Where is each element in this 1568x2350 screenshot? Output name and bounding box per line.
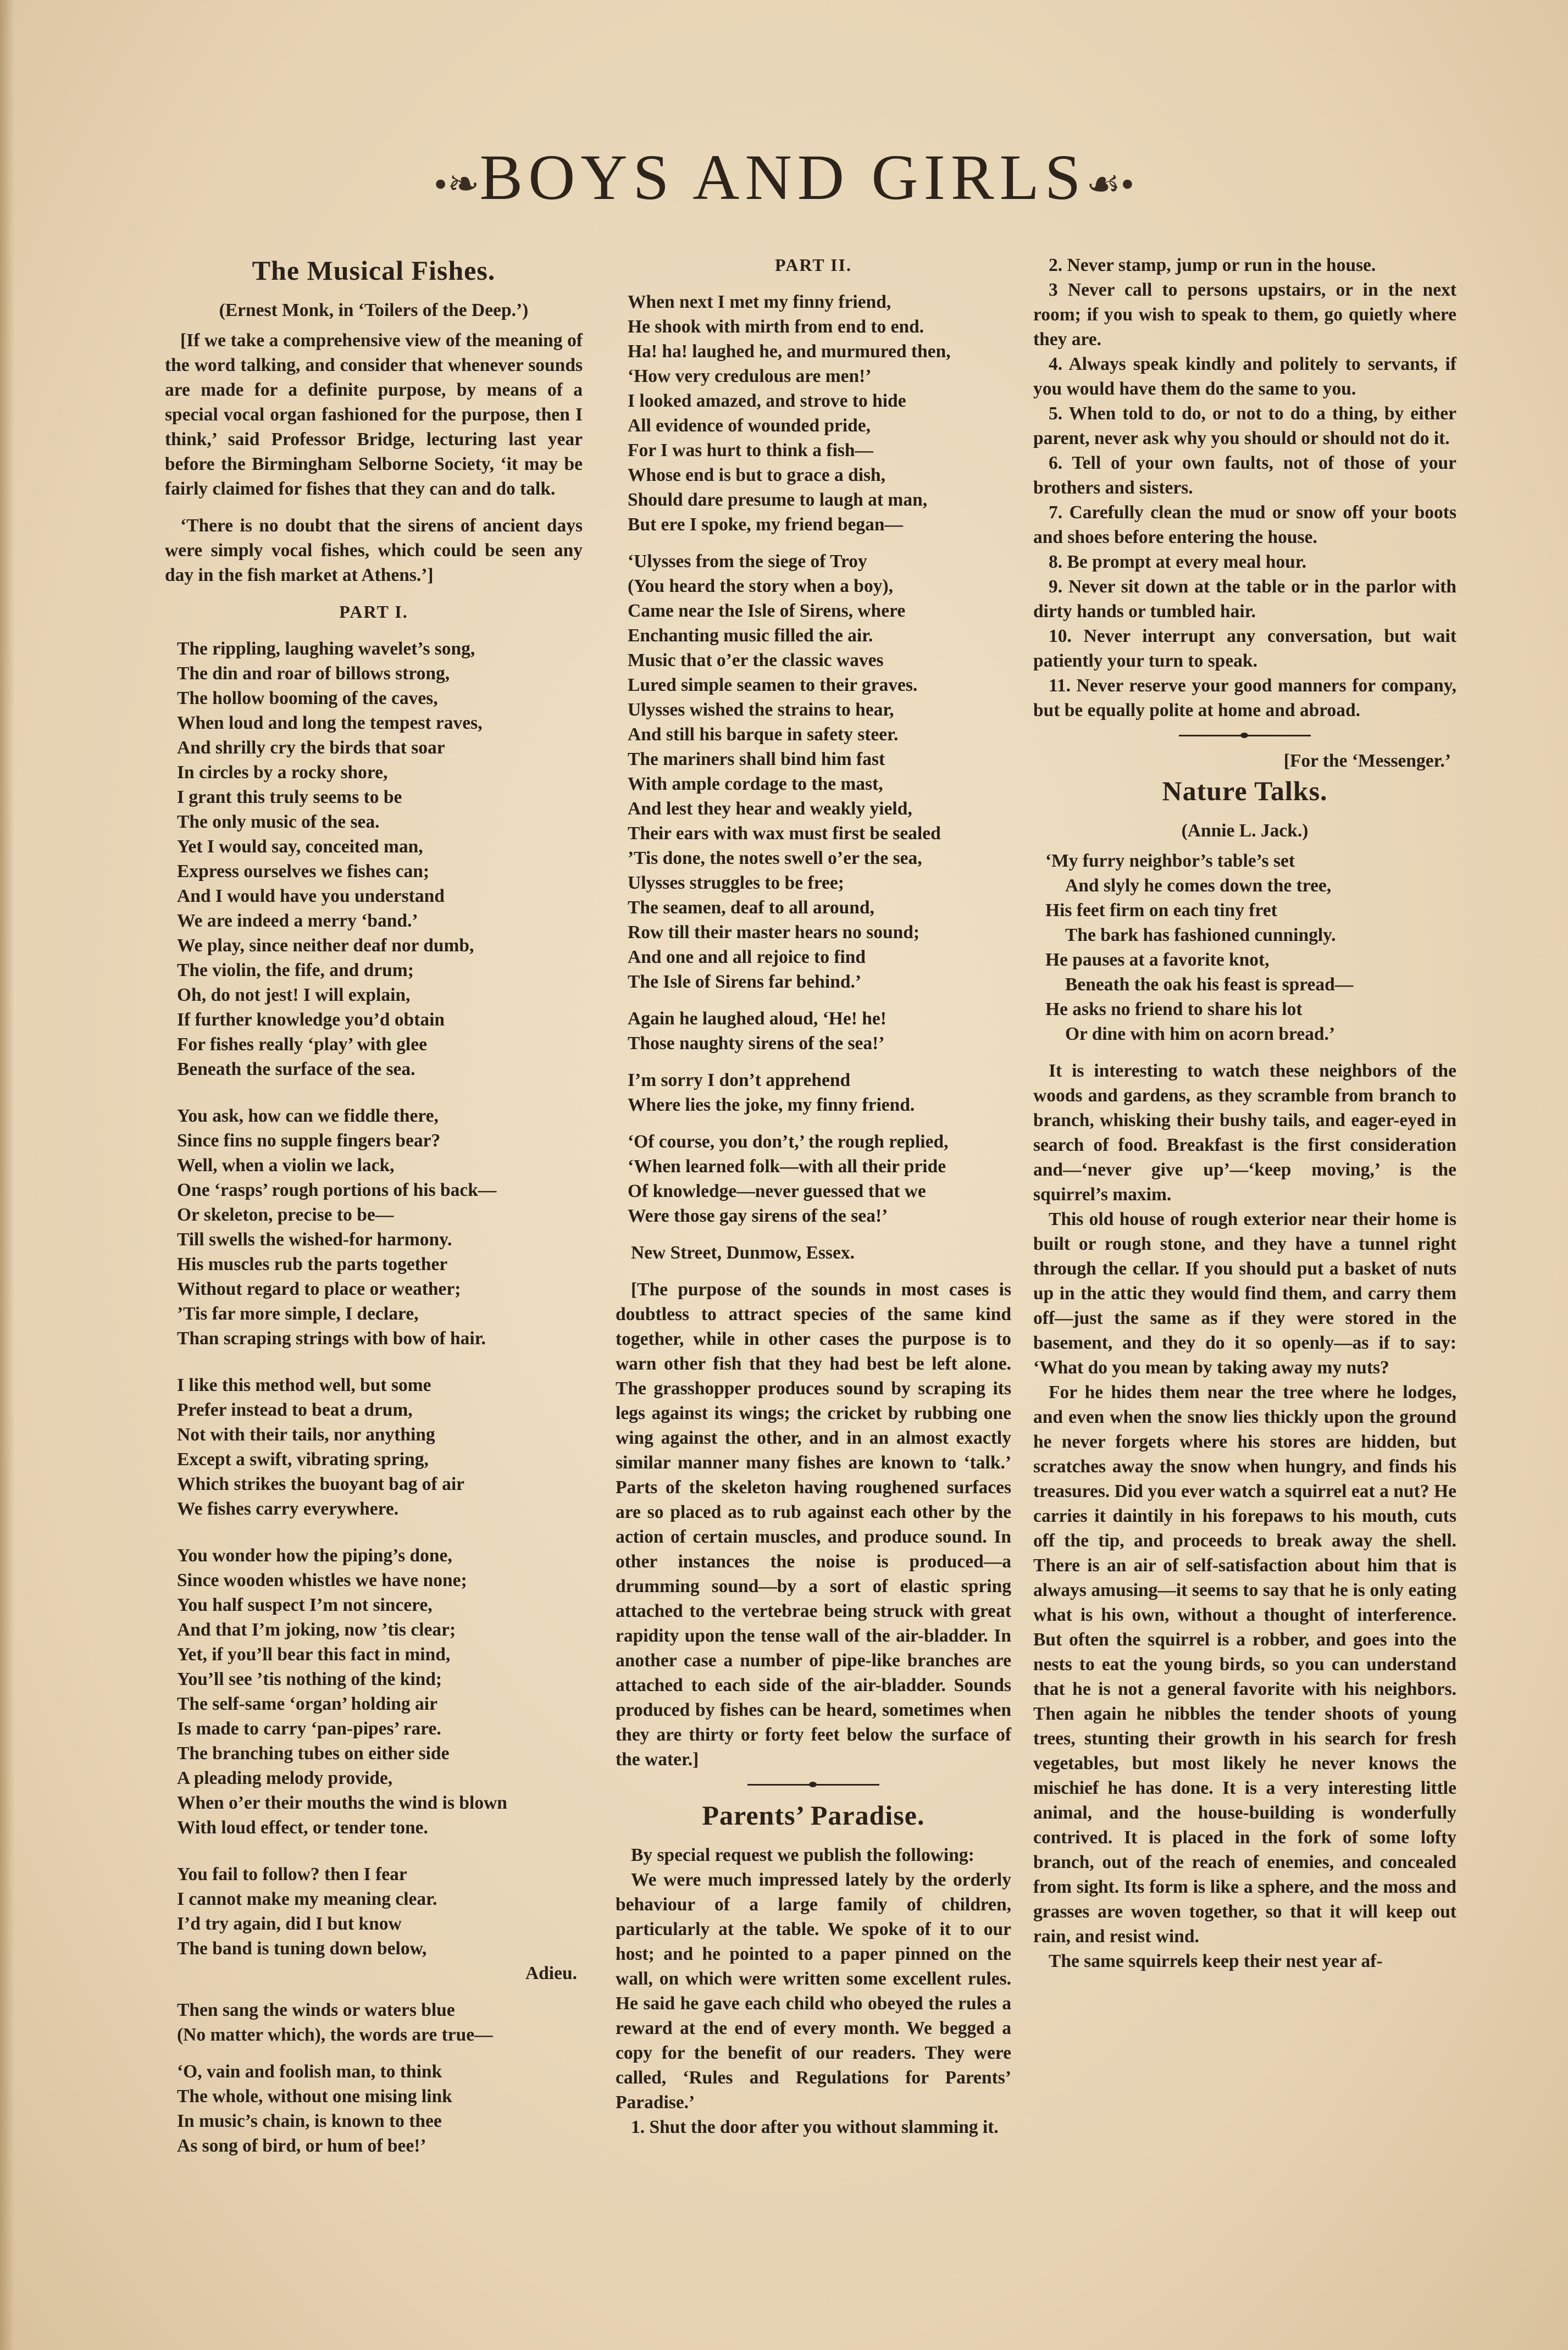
poem-line: The hollow booming of the caves, xyxy=(177,688,438,708)
poem-stanza xyxy=(628,1006,1011,1056)
poem-stanza xyxy=(628,290,1011,537)
poem-line: He pauses at a favorite knot, xyxy=(1045,950,1270,970)
poem-line: Than scraping strings with bow of hair. xyxy=(177,1328,486,1349)
section-divider xyxy=(747,1784,879,1786)
poem-line: Where lies the joke, my finny friend. xyxy=(628,1095,915,1115)
nature-paragraph: The same squirrels keep their nest year af- xyxy=(1049,1951,1383,1971)
poem-address: New Street, Dunmow, Essex. xyxy=(631,1243,855,1263)
rule-item: 4. Always speak kindly and politely to servants, if you would have them do the same to you. xyxy=(1033,354,1456,399)
rule-item: 1. Shut the door after you without slamming it. xyxy=(631,2117,999,2137)
poem-line: Oh, do not jest! I will explain, xyxy=(177,985,411,1005)
poem-stanza xyxy=(628,1068,1011,1117)
poem-stanza xyxy=(177,1373,583,1521)
rule-item: 8. Be prompt at every meal hour. xyxy=(1049,552,1306,572)
poem-line: He shook with mirth from end to end. xyxy=(628,317,924,337)
poem-line: He asks no friend to share his lot xyxy=(1045,999,1303,1019)
poem-line: The Isle of Sirens far behind.’ xyxy=(628,972,862,992)
poem-line: ‘Of course, you don’t,’ the rough replied, xyxy=(628,1132,949,1152)
poem-line: Should dare presume to laugh at man, xyxy=(628,490,928,510)
poem-stanza xyxy=(177,1104,583,1351)
poem-line: Not with their tails, nor anything xyxy=(177,1425,435,1445)
rule-item: 9. Never sit down at the table or in the parlor with dirty hands or tumbled hair. xyxy=(1033,577,1456,622)
page-edge-shadow xyxy=(0,0,14,2350)
part-two-heading: PART II. xyxy=(775,255,852,275)
poem-line: Till swells the wished-for harmony. xyxy=(177,1229,452,1250)
part-one-heading: PART I. xyxy=(339,602,408,622)
poem-line: The bark has fashioned cunningly. xyxy=(1065,925,1336,945)
poem-line: With ample cordage to the mast, xyxy=(628,774,883,794)
poem-line: The band is tuning down below, xyxy=(177,1938,427,1959)
rule-item: 10. Never interrupt any conversation, but wait patiently your turn to speak. xyxy=(1033,626,1456,671)
adieu: Adieu. xyxy=(525,1963,577,1983)
poem-stanza xyxy=(628,549,1011,994)
poem-line: And that I’m joking, now ’tis clear; xyxy=(177,1620,456,1640)
poem-line: And slyly he comes down the tree, xyxy=(1065,875,1332,896)
section-divider xyxy=(1179,735,1311,736)
poem-line: The rippling, laughing wavelet’s song, xyxy=(177,639,475,659)
poem-line: With loud effect, or tender tone. xyxy=(177,1817,428,1838)
poem-line: When loud and long the tempest raves, xyxy=(177,713,483,733)
poem-line: The seamen, deaf to all around, xyxy=(628,897,874,918)
poem-line: Enchanting music filled the air. xyxy=(628,625,873,646)
poem-line: The branching tubes on either side xyxy=(177,1743,450,1764)
musical-intro: [If we take a comprehensive view of the meaning of the word talking, and consider that whenever sounds are made for a definite purpose, by means of a special vocal organ fashioned for the purpose, then I think,’ said Professor Bridge, lecturing last year before the Birmingham Selborne Society, ‘it may be fairly claimed for fishes that they can and do talk. xyxy=(165,330,583,499)
poem-line: ’Tis far more simple, I declare, xyxy=(177,1304,419,1324)
poem-line: You half suspect I’m not sincere, xyxy=(177,1595,433,1615)
poem-line: A pleading melody provide, xyxy=(177,1768,393,1788)
poem-line: I looked amazed, and strove to hide xyxy=(628,391,906,411)
musical-fishes-byline: (Ernest Monk, in ‘Toilers of the Deep.’) xyxy=(219,300,529,320)
poem-line: I’d try again, did I but know xyxy=(177,1914,402,1934)
poem-line: The mariners shall bind him fast xyxy=(628,749,885,769)
poem-stanza xyxy=(1045,849,1456,1046)
left-ornament-icon: •❧ xyxy=(434,163,480,206)
poem-line: Those naughty sirens of the sea!’ xyxy=(628,1033,885,1054)
poem-line: Music that o’er the classic waves xyxy=(628,650,884,670)
poem-stanza xyxy=(628,1129,1011,1228)
poem-line: Since fins no supple fingers bear? xyxy=(177,1130,441,1151)
poem-stanza xyxy=(177,1543,583,1840)
poem-stanza xyxy=(177,1862,583,1961)
poem-line: But ere I spoke, my friend began— xyxy=(628,514,903,535)
rule-item: 5. When told to do, or not to do a thing, by either parent, never ask why you should or should not do it. xyxy=(1033,403,1456,448)
poem-line: Then sang the winds or waters blue xyxy=(177,2000,455,2020)
nature-paragraph: It is interesting to watch these neighbors of the woods and gardens, as they scramble from branch to branch, whisking their bushy tails, and eager-eyed in search of food. Breakfast is the first consideration and—‘never give up’—‘keep moving,’ is the squirrel’s maxim. xyxy=(1033,1061,1456,1205)
column-3 xyxy=(1033,253,1456,1974)
poem-line: Row till their master hears no sound; xyxy=(628,922,920,943)
rule-item: 3 Never call to persons upstairs, or in the next room; if you wish to speak to them, go quietly where they are. xyxy=(1033,280,1456,350)
masthead-title: BOYS AND GIRLS xyxy=(479,141,1087,213)
poem-line: And one and all rejoice to find xyxy=(628,947,866,967)
poem-line: I grant this truly seems to be xyxy=(177,787,402,807)
poem-line: Or dine with him on acorn bread.’ xyxy=(1065,1024,1336,1044)
poem-line: Express ourselves we fishes can; xyxy=(177,861,430,882)
masthead xyxy=(0,140,1568,215)
poem-line: ’Tis done, the notes swell o’er the sea, xyxy=(628,848,922,868)
poem-line: The self-same ‘organ’ holding air xyxy=(177,1694,437,1714)
poem-line: Ha! ha! laughed he, and murmured then, xyxy=(628,341,951,362)
poem-line: When o’er their mouths the wind is blown xyxy=(177,1793,507,1813)
poem-line: His muscles rub the parts together xyxy=(177,1254,448,1274)
poem-line: You’ll see ’tis nothing of the kind; xyxy=(177,1669,442,1689)
poem-line: Which strikes the buoyant bag of air xyxy=(177,1474,465,1494)
poem-line: And lest they hear and weakly yield, xyxy=(628,799,912,819)
poem-stanza xyxy=(177,636,583,1082)
column-1 xyxy=(165,253,583,2158)
poem-line: ‘Ulysses from the siege of Troy xyxy=(628,551,867,572)
poem-line: If further knowledge you’d obtain xyxy=(177,1010,445,1030)
poem-line: Well, when a violin we lack, xyxy=(177,1155,395,1176)
poem-line: In circles by a rocky shore, xyxy=(177,762,388,783)
poem-line: Came near the Isle of Sirens, where xyxy=(628,601,906,621)
nature-byline: (Annie L. Jack.) xyxy=(1181,821,1309,841)
poem-line: (No matter which), the words are true— xyxy=(177,2025,493,2045)
poem-line: You wonder how the piping’s done, xyxy=(177,1545,452,1566)
poem-line: ‘My furry neighbor’s table’s set xyxy=(1045,851,1295,871)
poem-line: We play, since neither deaf nor dumb, xyxy=(177,935,474,956)
poem-line: Whose end is but to grace a dish, xyxy=(628,465,886,485)
poem-line: His feet firm on each tiny fret xyxy=(1045,900,1277,921)
poem-line: We are indeed a merry ‘band.’ xyxy=(177,911,418,931)
poem-line: We fishes carry everywhere. xyxy=(177,1499,399,1519)
poem-line: All evidence of wounded pride, xyxy=(628,415,871,436)
poem-line: The only music of the sea. xyxy=(177,812,380,832)
rule-item: 11. Never reserve your good manners for company, but be equally polite at home and abroad. xyxy=(1033,675,1456,720)
parents-paradise-title: Parents’ Paradise. xyxy=(702,1800,925,1831)
parents-body: We were much impressed lately by the orderly behaviour of a large family of children, particularly at the table. We spoke of it to our host; and he pointed to a paper pinned on the wall, on which were written some excellent rules. He said he gave each child who obeyed the rules a reward at the end of every month. We begged a copy for the benefit of our readers. They were called, ‘Rules and Regulations for Parents’ Paradise.’ xyxy=(616,1870,1011,2113)
parents-intro: By special request we publish the following: xyxy=(631,1845,974,1865)
rule-item: 6. Tell of your own faults, not of those of your brothers and sisters. xyxy=(1033,453,1456,498)
poem-line: Since wooden whistles we have none; xyxy=(177,1570,467,1590)
right-ornament-icon: ☙• xyxy=(1086,163,1134,206)
poem-line: Ulysses wished the strains to hear, xyxy=(628,700,894,720)
poem-line: As song of bird, or hum of bee!’ xyxy=(177,2136,426,2156)
poem-line: Again he laughed aloud, ‘He! he! xyxy=(628,1008,886,1029)
poem-line: In music’s chain, is known to thee xyxy=(177,2111,442,2131)
poem-line: Is made to carry ‘pan-pipes’ rare. xyxy=(177,1719,441,1739)
poem-line: I’m sorry I don’t apprehend xyxy=(628,1070,851,1090)
poem-line: You fail to follow? then I fear xyxy=(177,1864,407,1885)
poem-line: One ‘rasps’ rough portions of his back— xyxy=(177,1180,497,1200)
poem-line: For I was hurt to think a fish— xyxy=(628,440,874,461)
poem-line: The din and roar of billows strong, xyxy=(177,663,450,684)
nature-talks-title: Nature Talks. xyxy=(1162,775,1328,806)
nature-paragraph: For he hides them near the tree where he lodges, and even when the snow lies thickly upon the ground he never forgets where his stores are hidden, but scratches away the snow when hungry, and finds his treasures. Did you ever watch a squirrel eat a nut? He carries it daintily in his forepaws to his mouth, cuts off the tip, and proceeds to break away the shell. There is an air of self-satisfaction about him that is always amusing—it seems to say that he is only eating what is his own, without a thought of interference. But often the squirrel is a robber, and goes into the nests to eat the young birds, so you can understand that he is not a general favorite with his neighbors. Then again he nibbles the tender shoots of young trees, stunting their growth in his search for fresh vegetables, but most likely he never knows the mischief he has done. It is a very interesting little animal, and the house-building is wonderfully contrived. It is placed in the fork of some lofty branch, out of the reach of enemies, and concealed from sight. Its form is like a sphere, and the moss and grasses are woven together, so that it will keep out rain, and resist wind. xyxy=(1033,1382,1456,1947)
poem-line: Yet I would say, conceited man, xyxy=(177,836,423,857)
poem-stanza xyxy=(177,1998,583,2047)
poem-line: Or skeleton, precise to be— xyxy=(177,1205,394,1225)
poem-line: For fishes really ‘play’ with glee xyxy=(177,1034,427,1055)
poem-line: You ask, how can we fiddle there, xyxy=(177,1106,439,1126)
poem-line: Their ears with wax must first be sealed xyxy=(628,823,941,844)
poem-line: When next I met my finny friend, xyxy=(628,292,891,312)
rule-item: 7. Carefully clean the mud or snow off your boots and shoes before entering the house. xyxy=(1033,502,1456,547)
musical-intro-2: ‘There is no doubt that the sirens of ancient days were simply vocal fishes, which could be seen any day in the fish market at Athens.’] xyxy=(165,516,583,585)
poem-line: And I would have you understand xyxy=(177,886,445,906)
poem-line: And still his barque in safety steer. xyxy=(628,724,899,745)
poem-line: Lured simple seamen to their graves. xyxy=(628,675,918,695)
poem-line: Of knowledge—never guessed that we xyxy=(628,1181,926,1201)
column-2 xyxy=(616,253,1011,2140)
poem-line: (You heard the story when a boy), xyxy=(628,576,893,596)
nature-paragraph: This old house of rough exterior near their home is built or rough stone, and they have a tunnel right through the cellar. If you should put a basket of nuts up in the attic they would find them, and carry them off—just the same as if they were stored in the basement, and they do it so openly—as if to say: ‘What do you mean by taking away my nuts? xyxy=(1033,1209,1456,1378)
rule-item: 2. Never stamp, jump or run in the house. xyxy=(1049,255,1376,275)
poem-line: Yet, if you’ll bear this fact in mind, xyxy=(177,1644,451,1665)
nature-source: [For the ‘Messenger.’ xyxy=(1283,751,1451,771)
poem-line: Ulysses struggles to be free; xyxy=(628,873,844,893)
poem-line: And shrilly cry the birds that soar xyxy=(177,738,445,758)
poem-line: Beneath the surface of the sea. xyxy=(177,1059,415,1079)
poem-line: The violin, the fife, and drum; xyxy=(177,960,414,980)
poem-line: Beneath the oak his feast is spread— xyxy=(1065,974,1354,995)
poem-line: ‘When learned folk—with all their pride xyxy=(628,1156,946,1177)
poem-line: Without regard to place or weather; xyxy=(177,1279,461,1299)
sounds-note: [The purpose of the sounds in most cases is doubtless to attract species of the same kind together, while in other cases the purpose is to warn other fish that they had best be left alone. The grasshopper produces sound by scraping its legs against its wings; the cricket by rubbing one wing against the other, and in an almost exactly similar manner many fishes are known to ‘talk.’ Parts of the skeleton having roughened surfaces are so placed as to rub against each other by the action of certain muscles, and produce sound. In other instances the noise is produced—a drumming sound—by a sort of elastic spring attached to the vertebrae being struck with great rapidity upon the tense wall of the air-bladder. In another case a number of pipe-like branches are attached to each side of the air-bladder. Sounds produced by fishes can be heard, sometimes when they are thirty or forty feet below the surface of the water.] xyxy=(616,1279,1011,1770)
poem-line: I like this method well, but some xyxy=(177,1375,431,1395)
poem-line: The whole, without one mising link xyxy=(177,2086,452,2107)
poem-line: Were those gay sirens of the sea!’ xyxy=(628,1206,888,1226)
poem-line: I cannot make my meaning clear. xyxy=(177,1889,437,1909)
poem-line: ‘O, vain and foolish man, to think xyxy=(177,2061,442,2082)
poem-line: Except a swift, vibrating spring, xyxy=(177,1449,429,1470)
poem-line: Prefer instead to beat a drum, xyxy=(177,1400,413,1420)
poem-line: ‘How very credulous are men!’ xyxy=(628,366,872,386)
musical-fishes-title: The Musical Fishes. xyxy=(252,255,496,286)
poem-stanza xyxy=(177,2059,583,2158)
